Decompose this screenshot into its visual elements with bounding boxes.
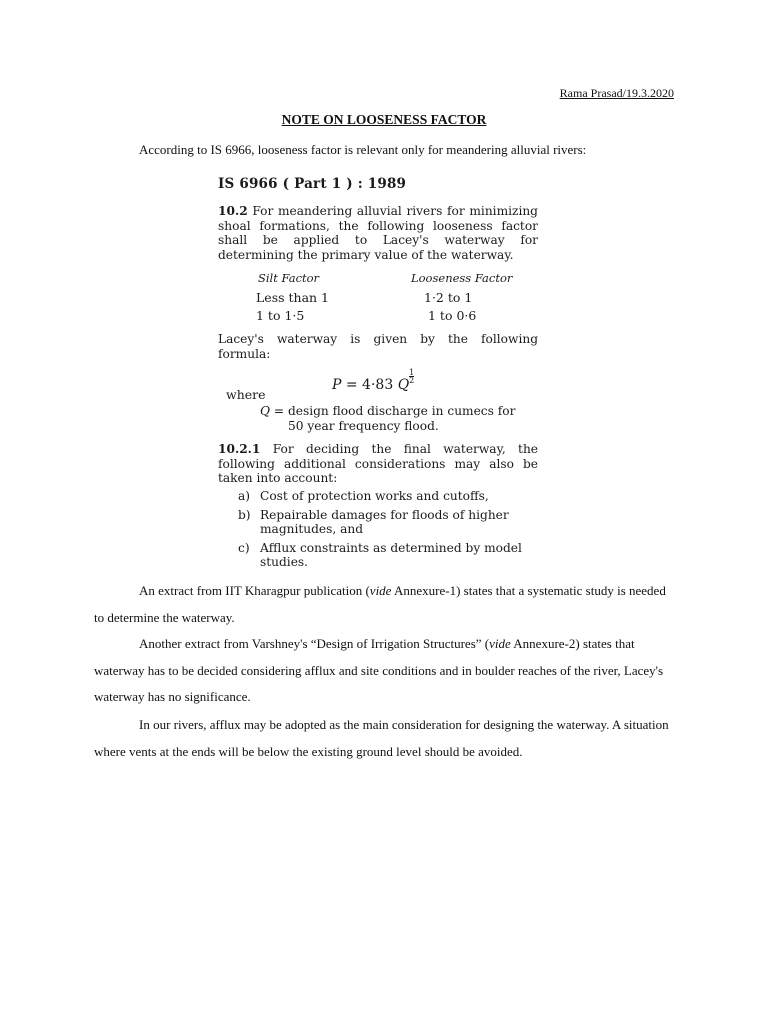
- text-run: Annexure-2) states that waterway has to be decided considering afflux and site conditions and in boulder reaches of the river, Lacey's waterway has no significance.: [94, 636, 664, 704]
- table-cell: Less than 1: [256, 290, 330, 305]
- list-text: Afflux constraints as determined by model studies.: [260, 540, 522, 569]
- exponent-numerator: 1: [409, 368, 415, 377]
- list-marker: b): [238, 507, 251, 522]
- list-marker: a): [238, 489, 251, 503]
- paragraph-varshney-extract: [94, 631, 674, 711]
- standard-reference: IS 6966 ( Part 1 ) : 1989: [218, 176, 407, 192]
- list-item: [218, 508, 538, 537]
- lacey-waterway-text: Lacey's waterway is given by the following formula:: [218, 332, 538, 361]
- definition-symbol: Q: [260, 404, 270, 418]
- q-definition: [260, 404, 540, 433]
- formula-exponent: [409, 369, 414, 384]
- table-cell: 1 to 0·6: [428, 308, 477, 323]
- paragraph-conclusion: [94, 712, 674, 765]
- list-text: Cost of protection works and cutoffs,: [260, 489, 489, 503]
- formula-variable: Q: [397, 377, 410, 393]
- text-run: In our rivers, afflux may be adopted as the main consideration for designing the waterway. A situation where vents at the ends will be below the existing ground level should be avoided.: [94, 717, 669, 759]
- author-date: Rama Prasad/19.3.2020: [559, 86, 674, 100]
- where-label: where: [226, 387, 266, 402]
- definition-line-1: = design flood discharge in cumecs for: [273, 404, 516, 418]
- clause-10-2-1: [218, 442, 538, 486]
- column-header-silt-factor: Silt Factor: [258, 271, 320, 285]
- intro-text: According to IS 6966, looseness factor is relevant only for meandering alluvial rivers:: [139, 142, 587, 157]
- vide-italic: vide: [489, 636, 511, 651]
- page-title: NOTE ON LOOSENESS FACTOR: [281, 112, 487, 127]
- list-item: [218, 541, 538, 570]
- vide-italic: vide: [369, 583, 392, 598]
- list-item: [218, 489, 538, 504]
- formula-coefficient: = 4·83: [345, 377, 394, 393]
- clause-number: 10.2.1: [218, 442, 261, 456]
- table-cell: 1·2 to 1: [424, 290, 473, 305]
- list-marker: c): [238, 540, 250, 555]
- scanned-extract: [216, 172, 542, 572]
- text-run: Annexure-1) states that a systematic study is needed to determine the waterway.: [94, 583, 666, 625]
- definition-line-2: 50 year frequency flood.: [288, 418, 439, 433]
- clause-number: 10.2: [218, 204, 248, 218]
- table-cell: 1 to 1·5: [256, 308, 305, 323]
- text-run: Another extract from Varshney's “Design of Irrigation Structures” (: [139, 636, 490, 651]
- clause-text: For meandering alluvial rivers for minimizing shoal formations, the following looseness factor shall be applied to Lacey's waterway for determining the primary value of the waterway.: [218, 204, 538, 262]
- considerations-list: [218, 489, 538, 574]
- clause-text: For deciding the final waterway, the following additional considerations may also be taken into account:: [218, 442, 539, 485]
- paragraph-iit-extract: [94, 578, 674, 631]
- exponent-denominator: 2: [409, 376, 415, 385]
- text-run: An extract from IIT Kharagpur publication (: [139, 583, 370, 598]
- lacey-formula: [332, 369, 414, 393]
- column-header-looseness-factor: Looseness Factor: [411, 271, 513, 285]
- list-text: Repairable damages for floods of higher magnitudes, and: [260, 507, 509, 536]
- formula-lhs: P: [332, 377, 342, 393]
- clause-10-2: [218, 204, 538, 262]
